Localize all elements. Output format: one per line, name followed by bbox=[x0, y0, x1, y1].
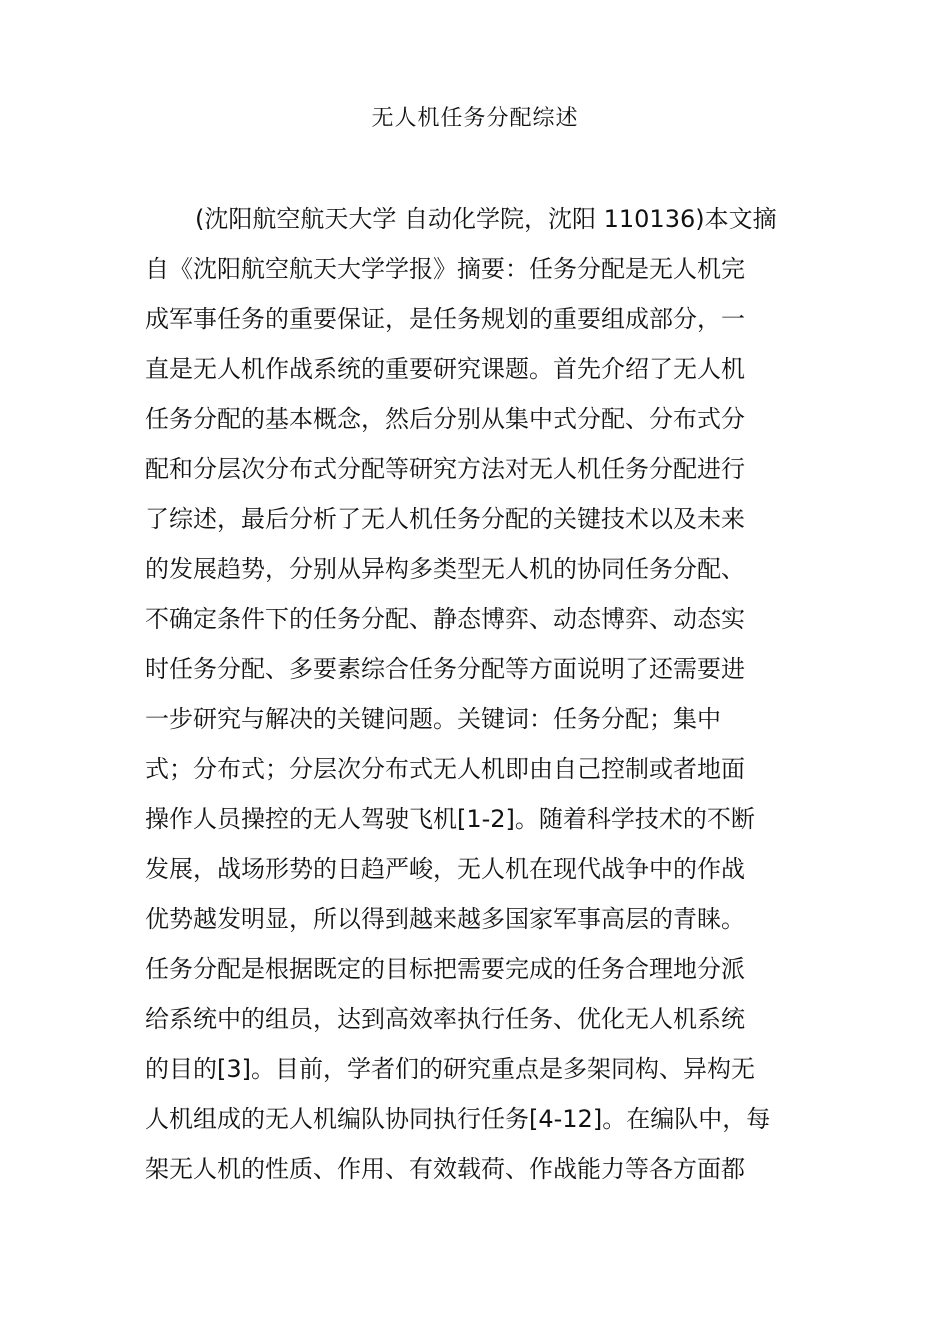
body-line: 任务分配是根据既定的目标把需要完成的任务合理地分派 bbox=[145, 955, 745, 983]
body-line: 发展，战场形势的日趋严峻，无人机在现代战争中的作战 bbox=[145, 855, 745, 883]
document-title: 无人机任务分配综述 bbox=[371, 106, 579, 131]
body-line: 成军事任务的重要保证，是任务规划的重要组成部分，一 bbox=[145, 305, 745, 333]
body-line: 给系统中的组员，达到高效率执行任务、优化无人机系统 bbox=[145, 1005, 745, 1033]
body-line: 配和分层次分布式分配等研究方法对无人机任务分配进行 bbox=[145, 455, 745, 483]
body-line: 时任务分配、多要素综合任务分配等方面说明了还需要进 bbox=[145, 655, 745, 683]
body-line: 操作人员操控的无人驾驶飞机[1-2]。随着科学技术的不断 bbox=[145, 805, 755, 833]
body-line: 人机组成的无人机编队协同执行任务[4-12]。在编队中，每 bbox=[145, 1105, 771, 1133]
body-line: 优势越发明显，所以得到越来越多国家军事高层的青睐。 bbox=[145, 905, 745, 933]
body-line: 任务分配的基本概念，然后分别从集中式分配、分布式分 bbox=[145, 405, 745, 433]
body-line: 一步研究与解决的关键问题。关键词：任务分配；集中 bbox=[145, 705, 721, 733]
document-body bbox=[145, 199, 825, 1199]
body-line: 架无人机的性质、作用、有效载荷、作战能力等各方面都 bbox=[145, 1155, 745, 1183]
body-line: (沈阳航空航天大学 自动化学院，沈阳 110136)本文摘 bbox=[195, 205, 777, 233]
body-line: 自《沈阳航空航天大学学报》摘要：任务分配是无人机完 bbox=[145, 255, 745, 283]
body-line: 式；分布式；分层次分布式无人机即由自己控制或者地面 bbox=[145, 755, 745, 783]
body-line: 了综述，最后分析了无人机任务分配的关键技术以及未来 bbox=[145, 505, 745, 533]
body-line: 的目的[3]。目前，学者们的研究重点是多架同构、异构无 bbox=[145, 1055, 755, 1083]
body-line: 的发展趋势，分别从异构多类型无人机的协同任务分配、 bbox=[145, 555, 745, 583]
body-line: 直是无人机作战系统的重要研究课题。首先介绍了无人机 bbox=[145, 355, 745, 383]
body-line: 不确定条件下的任务分配、静态博弈、动态博弈、动态实 bbox=[145, 605, 745, 633]
